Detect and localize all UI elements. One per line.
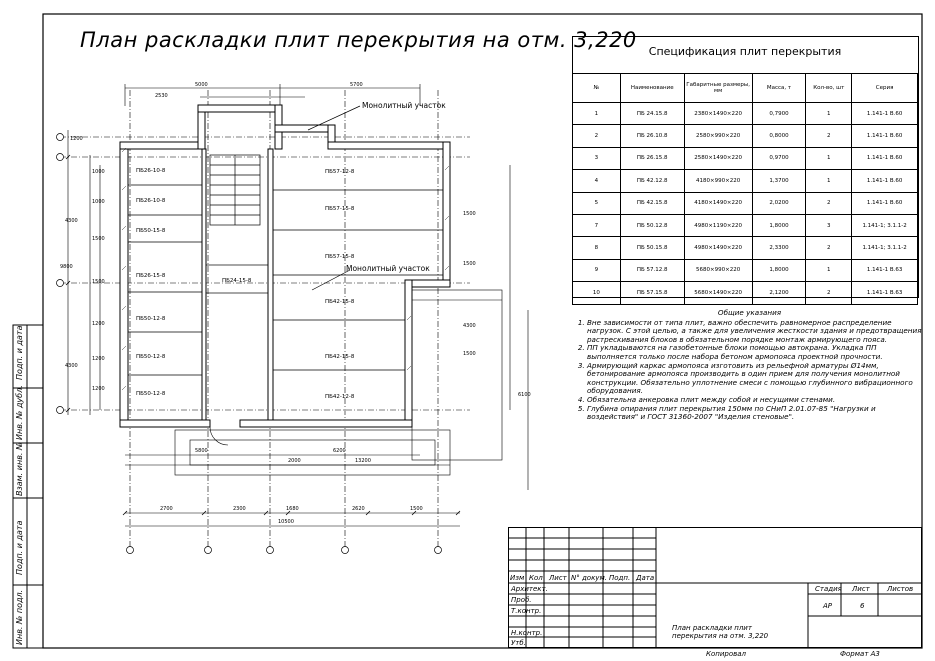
dim-bottom: 2000 [288, 458, 301, 464]
slab-label: ПБ26-15-8 [136, 273, 166, 279]
spec-header-cell: № [573, 74, 621, 103]
table-row [573, 125, 918, 147]
stamp-copied: Копировал [706, 650, 746, 658]
table-row [573, 237, 918, 259]
dim-left: 1500 [92, 236, 105, 242]
slab-label: ПБ50-15-8 [136, 228, 166, 234]
side-label-sign-date-2: Подп. и дата [15, 520, 24, 575]
monolith-label-mid: Монолитный участок [346, 264, 430, 273]
cell: 1 [573, 103, 621, 125]
cell: 1.141-1; 3.1.1-2 [852, 214, 918, 236]
table-row [573, 214, 918, 236]
cell: 1.141-1 В.63 [852, 282, 918, 304]
stamp-role: Проб. [511, 596, 532, 604]
note-item: 1. Вне зависимости от типа плит, важно обеспечить равномерное распределение нагрузок. С этой целью, а также для увеличения жесткости здания и предотвращения растрескивания блоков в обязательном порядке монтаж армирующего пояса. [587, 319, 922, 345]
dim-left: 1200 [92, 321, 105, 327]
dim-left: 1000 [92, 169, 105, 175]
slab-label: ПБ42-12-8 [325, 394, 355, 400]
note-item: 3. Армирующий каркас армопояса изготовить из рельефной арматуры Ø14мм, бетонирование армопояса производить в один прием для получения монолитной конструкции. Обязательно уплотнение смеси с помощью глубинного вибрационного оборудования. [587, 362, 922, 396]
floor-plan [50, 70, 570, 560]
cell: 5680×1490×220 [684, 282, 752, 304]
slab-label: ПБ42-15-8 [325, 299, 355, 305]
dim-right: 1500 [463, 211, 476, 217]
cell: 3 [806, 214, 852, 236]
stamp-sheet-title: План раскладки плит перекрытия на отм. 3,220 [672, 624, 769, 640]
dim-total: 10500 [278, 519, 294, 525]
dim-right: 1500 [463, 351, 476, 357]
slab-label: ПБ50-12-8 [136, 316, 166, 322]
cell: 2 [806, 125, 852, 147]
table-row [573, 192, 918, 214]
cell: ПБ 24.15.8 [620, 103, 684, 125]
dim-bottom2: 2300 [233, 506, 246, 512]
cell: 1.141-1 В.63 [852, 259, 918, 281]
dim-left: 9800 [60, 264, 73, 270]
side-label-inv-orig: Инв. № подл. [15, 589, 24, 645]
dim-right: 6100 [518, 392, 531, 398]
cell: 2 [806, 192, 852, 214]
stamp-stage-val: АР [823, 602, 833, 610]
cell: 0,7900 [752, 103, 806, 125]
notes-list [577, 319, 922, 422]
cell: 4980×1190×220 [684, 214, 752, 236]
cell: 2 [806, 237, 852, 259]
cell: 0,9700 [752, 147, 806, 169]
spec-header-cell: Кол-во, шт [806, 74, 852, 103]
stamp-sheet-val: 6 [860, 602, 865, 610]
cell: 1.141-1; 3.1.1-2 [852, 237, 918, 259]
table-row [573, 282, 918, 304]
dim-left: 1200 [92, 356, 105, 362]
slab-label: ПБ24-15-8 [222, 278, 252, 284]
cell: 2 [806, 282, 852, 304]
slab-label: ПБ26-10-8 [136, 198, 166, 204]
cell: 2,0200 [752, 192, 806, 214]
cell: ПБ 57.15.8 [620, 282, 684, 304]
cell: ПБ 26.10.8 [620, 125, 684, 147]
cell: 1 [806, 103, 852, 125]
cell: 2,1200 [752, 282, 806, 304]
dim-left: 1000 [92, 199, 105, 205]
stamp-role: Утб. [511, 639, 526, 647]
cell: 1.141-1 В.60 [852, 103, 918, 125]
dim-left: 4300 [65, 218, 78, 224]
cell: 1,8000 [752, 259, 806, 281]
spec-header-cell: Наименование [620, 74, 684, 103]
slab-label: ПБ57-15-8 [325, 206, 355, 212]
side-label-inv-dup: Инв. № дубл. [15, 385, 24, 440]
cell: 0,8000 [752, 125, 806, 147]
monolith-label-top: Монолитный участок [362, 101, 446, 110]
cell: 1,8000 [752, 214, 806, 236]
cell: 2580×990×220 [684, 125, 752, 147]
dim-bottom: 13200 [355, 458, 371, 464]
slab-label: ПБ57-12-8 [325, 169, 355, 175]
side-label-sign-date-1: Подп. и дата [15, 325, 24, 380]
cell: 9 [573, 259, 621, 281]
cell: 1 [806, 147, 852, 169]
notes-heading: Общие указания [717, 308, 782, 317]
dim-left: 1500 [92, 279, 105, 285]
cell: 2 [573, 125, 621, 147]
cell: 4980×1490×220 [684, 237, 752, 259]
cell: 1 [806, 259, 852, 281]
spec-table [572, 73, 918, 305]
stamp-sheet-hdr: Лист [852, 585, 870, 593]
stamp-hdr-kol: Кол [529, 574, 543, 582]
dim-left: 1200 [92, 386, 105, 392]
spec-header-cell: Серия [852, 74, 918, 103]
dim-bottom: 5800 [195, 448, 208, 454]
stamp-hdr-sign: Подп. [609, 574, 631, 582]
cell: 4 [573, 170, 621, 192]
stamp-hdr-date: Дата [636, 574, 655, 582]
spec-header-cell: Масса, т [752, 74, 806, 103]
spec-header-row [573, 74, 918, 103]
slab-label: ПБ50-12-8 [136, 391, 166, 397]
cell: 2,3300 [752, 237, 806, 259]
cell: 7 [573, 214, 621, 236]
table-row [573, 103, 918, 125]
stamp-role: Т.контр. [511, 607, 542, 615]
cell: 1 [806, 170, 852, 192]
cell: 1.141-1 В.60 [852, 192, 918, 214]
cell: 4180×1490×220 [684, 192, 752, 214]
cell: 2580×1490×220 [684, 147, 752, 169]
note-item: 5. Глубина опирания плит перекрытия 150мм по СНиП 2.01.07-85 "Нагрузки и воздействия" и ГОСТ 31360-2007 "Изделия стеновые". [587, 405, 922, 422]
general-notes [577, 309, 922, 422]
stamp-stage-hdr: Стадия [815, 585, 842, 593]
cell: 10 [573, 282, 621, 304]
slab-label: ПБ57-15-8 [325, 254, 355, 260]
cell: 8 [573, 237, 621, 259]
dim-bottom2: 2700 [160, 506, 173, 512]
dim-top: 5700 [350, 82, 363, 88]
side-label-replace-inv: Взам. инв. № [15, 441, 24, 496]
dim-top: 2530 [155, 93, 168, 99]
stamp-format: Формат А3 [840, 650, 880, 658]
stamp-hdr-doc: N° докум. [571, 574, 607, 582]
dim-left: 1200 [70, 136, 83, 142]
cell: 4180×990×220 [684, 170, 752, 192]
dim-bottom2: 2620 [352, 506, 365, 512]
cell: ПБ 42.15.8 [620, 192, 684, 214]
cell: 1.141-1 В.60 [852, 125, 918, 147]
table-row [573, 147, 918, 169]
dim-bottom2: 1680 [286, 506, 299, 512]
cell: ПБ 26.15.8 [620, 147, 684, 169]
slab-label: ПБ50-12-8 [136, 354, 166, 360]
spec-title: Спецификация плит перекрытия [648, 45, 842, 58]
stamp-role: Н.контр. [511, 629, 543, 637]
dim-top: 5000 [195, 82, 208, 88]
cell: 3 [573, 147, 621, 169]
cell: ПБ 50.12.8 [620, 214, 684, 236]
table-row [573, 170, 918, 192]
slab-label: ПБ42-15-8 [325, 354, 355, 360]
dim-right: 4300 [463, 323, 476, 329]
dim-right: 1500 [463, 261, 476, 267]
cell: 1,3700 [752, 170, 806, 192]
cell: 2380×1490×220 [684, 103, 752, 125]
note-item: 4. Обязательна анкеровка плит между собой и несущими стенами. [587, 396, 922, 405]
table-row [573, 259, 918, 281]
cell: 5680×990×220 [684, 259, 752, 281]
stamp-sheets-hdr: Листов [887, 585, 914, 593]
cell: ПБ 50.15.8 [620, 237, 684, 259]
cell: 5 [573, 192, 621, 214]
page-title: План раскладки плит перекрытия на отм. 3,220 [80, 28, 637, 52]
stamp-hdr-list: Лист [549, 574, 567, 582]
cell: 1.141-1 В.60 [852, 170, 918, 192]
slab-label: ПБ26-10-8 [136, 168, 166, 174]
stamp-role: Архитект. [511, 585, 548, 593]
spec-header-cell: Габаритные размеры, мм [684, 74, 752, 103]
dim-bottom2: 1500 [410, 506, 423, 512]
note-item: 2. ПП укладываются на газобетонные блоки помощью автокрана. Укладка ПП выполняется только после набора бетоном армопояса проектной прочности. [587, 344, 922, 361]
dim-left: 4300 [65, 363, 78, 369]
cell: ПБ 57.12.8 [620, 259, 684, 281]
stamp-hdr-izm: Изм [510, 574, 525, 582]
cell: ПБ 42.12.8 [620, 170, 684, 192]
dim-bottom: 6200 [333, 448, 346, 454]
cell: 1.141-1 В.60 [852, 147, 918, 169]
